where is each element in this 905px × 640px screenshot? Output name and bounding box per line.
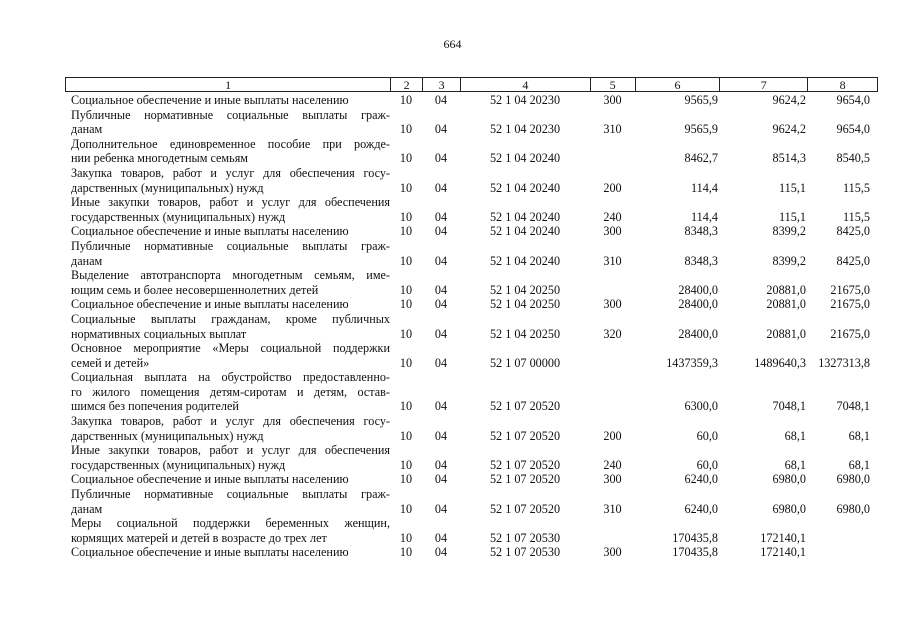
cell-c5: 300	[603, 545, 622, 560]
cell-c7: 68,1	[784, 457, 806, 472]
cell-c3: 04	[434, 224, 448, 239]
cell-c6: 8462,7	[684, 151, 718, 166]
cell-c2: 10	[399, 399, 413, 414]
cell-c8: 8425,0	[836, 224, 870, 239]
cell-c7: 9624,2	[772, 93, 806, 107]
cell-c5: 300	[603, 472, 622, 487]
cell-c3: 04	[434, 457, 448, 472]
cell-c8: 6980,0	[836, 501, 870, 516]
row-values	[390, 283, 878, 298]
header-col-5: 5	[590, 78, 635, 91]
row-name-line: данам	[71, 501, 103, 516]
table-row	[65, 472, 878, 487]
row-name	[65, 108, 390, 137]
row-name-line: Выделение автотранспорта многодетным семьям, име-	[71, 268, 390, 283]
row-name	[65, 341, 390, 370]
row-name-line: данам	[71, 122, 103, 137]
row-name	[65, 414, 390, 443]
cell-c8: 21675,0	[830, 282, 870, 297]
row-name	[65, 137, 390, 166]
table-row	[65, 297, 878, 312]
table-row	[65, 195, 878, 224]
cell-c2: 10	[399, 545, 413, 560]
table-row	[65, 341, 878, 370]
row-name-line: Социальное обеспечение и иные выплаты населению	[71, 224, 349, 239]
row-name-line: Закупка товаров, работ и услуг для обеспечения госу-	[71, 165, 390, 180]
row-name-line: го жилого помещения детям-сиротам и детям, остав-	[71, 384, 390, 399]
row-name-line: дарственных (муниципальных) нужд	[71, 180, 264, 195]
row-name	[65, 268, 390, 297]
cell-c4: 52 1 07 00000	[489, 355, 561, 370]
cell-c2: 10	[399, 180, 413, 195]
row-name-line: Публичные нормативные социальные выплаты граж-	[71, 107, 390, 122]
row-name-line: Социальные выплаты гражданам, кроме публичных	[71, 311, 390, 326]
cell-c8: 8540,5	[836, 151, 870, 166]
cell-c3: 04	[434, 428, 448, 443]
cell-c8: 6980,0	[836, 472, 870, 487]
row-values	[390, 181, 878, 196]
cell-c5	[590, 151, 635, 166]
cell-c7: 115,1	[779, 209, 806, 224]
row-name-line: Дополнительное единовременное пособие при рожде-	[71, 136, 390, 151]
cell-c3: 04	[434, 209, 448, 224]
row-values	[390, 254, 878, 269]
row-name-line: Иные закупки товаров, работ и услуг для обеспечения	[71, 443, 390, 458]
cell-c4: 52 1 04 20250	[489, 297, 561, 312]
row-name	[65, 166, 390, 195]
cell-c4: 52 1 04 20250	[489, 326, 561, 341]
cell-c4: 52 1 07 20520	[489, 428, 561, 443]
row-name	[65, 312, 390, 341]
row-name-line: Основное мероприятие «Меры социальной поддержки	[71, 341, 390, 356]
cell-c5: 300	[603, 224, 622, 239]
cell-c4: 52 1 04 20240	[489, 180, 561, 195]
row-name-line: кормящих матерей и детей в возрасте до трех лет	[71, 530, 327, 545]
cell-c5: 310	[603, 501, 622, 516]
cell-c4: 52 1 04 20230	[489, 122, 561, 137]
row-name	[65, 370, 390, 414]
cell-c6: 9565,9	[684, 93, 718, 107]
row-values	[390, 210, 878, 225]
cell-c2: 10	[399, 93, 413, 107]
header-col-3: 3	[422, 78, 460, 91]
row-name-line: дарственных (муниципальных) нужд	[71, 428, 264, 443]
cell-c8: 9654,0	[836, 122, 870, 137]
cell-c4: 52 1 07 20520	[489, 399, 561, 414]
cell-c5: 310	[603, 253, 622, 268]
row-name	[65, 195, 390, 224]
row-name-line: Социальное обеспечение и иные выплаты населению	[71, 93, 349, 107]
cell-c3: 04	[434, 355, 448, 370]
row-values	[390, 327, 878, 342]
cell-c4: 52 1 04 20240	[489, 224, 561, 239]
cell-c4: 52 1 04 20250	[489, 282, 561, 297]
row-name-line: Меры социальной поддержки беременных женщин,	[71, 516, 390, 531]
row-values	[390, 429, 878, 444]
cell-c6: 60,0	[696, 428, 718, 443]
cell-c2: 10	[399, 472, 413, 487]
cell-c2: 10	[399, 122, 413, 137]
cell-c8: 8425,0	[836, 253, 870, 268]
cell-c5	[590, 283, 635, 298]
cell-c6: 60,0	[696, 457, 718, 472]
cell-c8: 68,1	[848, 428, 870, 443]
cell-c2: 10	[399, 151, 413, 166]
row-name	[65, 545, 390, 560]
cell-c6: 28400,0	[678, 326, 718, 341]
row-name-line: данам	[71, 253, 103, 268]
cell-c6: 114,4	[691, 209, 718, 224]
cell-c6: 6300,0	[684, 399, 718, 414]
cell-c6: 28400,0	[678, 282, 718, 297]
cell-c8	[808, 531, 878, 546]
cell-c7: 20881,0	[766, 282, 806, 297]
row-values	[390, 356, 878, 371]
cell-c3: 04	[434, 501, 448, 516]
cell-c3: 04	[434, 151, 448, 166]
cell-c6: 170435,8	[672, 545, 718, 560]
row-name-line: Социальное обеспечение и иные выплаты населению	[71, 297, 349, 312]
row-name-line: Иные закупки товаров, работ и услуг для обеспечения	[71, 195, 390, 210]
cell-c7: 8399,2	[772, 253, 806, 268]
cell-c5: 240	[603, 209, 622, 224]
row-values	[390, 531, 878, 546]
cell-c6: 6240,0	[684, 501, 718, 516]
cell-c8: 1327313,8	[818, 355, 870, 370]
row-name	[65, 443, 390, 472]
cell-c6: 28400,0	[678, 297, 718, 312]
table-row	[65, 414, 878, 443]
cell-c5: 300	[603, 297, 622, 312]
cell-c3: 04	[434, 545, 448, 560]
cell-c5: 320	[603, 326, 622, 341]
cell-c8: 21675,0	[830, 297, 870, 312]
row-name	[65, 487, 390, 516]
row-name-line: Социальная выплата на обустройство предоставленно-	[71, 370, 390, 385]
table-row	[65, 268, 878, 297]
cell-c6: 9565,9	[684, 122, 718, 137]
cell-c7: 115,1	[779, 180, 806, 195]
cell-c8	[808, 545, 878, 560]
cell-c4: 52 1 07 20520	[489, 457, 561, 472]
row-values	[390, 399, 878, 414]
row-name-line: государственных (муниципальных) нужд	[71, 457, 286, 472]
cell-c2: 10	[399, 297, 413, 312]
cell-c2: 10	[399, 457, 413, 472]
cell-c7: 68,1	[784, 428, 806, 443]
cell-c2: 10	[399, 253, 413, 268]
cell-c6: 1437359,3	[666, 355, 718, 370]
row-name-line: нормативных социальных выплат	[71, 326, 247, 341]
cell-c4: 52 1 07 20520	[489, 501, 561, 516]
row-name	[65, 516, 390, 545]
row-name	[65, 239, 390, 268]
cell-c2: 10	[399, 530, 413, 545]
row-name-line: Социальное обеспечение и иные выплаты населению	[71, 472, 349, 487]
cell-c3: 04	[434, 399, 448, 414]
cell-c6: 114,4	[691, 180, 718, 195]
row-name-line: нии ребенка многодетным семьям	[71, 151, 249, 166]
cell-c2: 10	[399, 428, 413, 443]
row-name-line: Социальное обеспечение и иные выплаты населению	[71, 545, 349, 560]
table-row	[65, 545, 878, 560]
cell-c2: 10	[399, 209, 413, 224]
cell-c8: 68,1	[848, 457, 870, 472]
cell-c7: 8399,2	[772, 224, 806, 239]
cell-c3: 04	[434, 326, 448, 341]
table-row	[65, 108, 878, 137]
cell-c3: 04	[434, 530, 448, 545]
cell-c3: 04	[434, 122, 448, 137]
cell-c5	[590, 399, 635, 414]
cell-c7: 6980,0	[772, 501, 806, 516]
row-values	[390, 545, 878, 560]
row-values	[390, 458, 878, 473]
cell-c2: 10	[399, 501, 413, 516]
cell-c5: 200	[603, 428, 622, 443]
header-col-2: 2	[390, 78, 422, 91]
cell-c5: 300	[603, 93, 622, 107]
row-values	[390, 502, 878, 517]
row-name-line: шимся без попечения родителей	[71, 399, 239, 414]
row-name-line: Закупка товаров, работ и услуг для обеспечения госу-	[71, 414, 390, 429]
table-row	[65, 166, 878, 195]
table-row	[65, 239, 878, 268]
cell-c8: 115,5	[843, 209, 870, 224]
table-header	[65, 77, 878, 92]
cell-c4: 52 1 07 20530	[489, 545, 561, 560]
table-row	[65, 93, 878, 108]
cell-c3: 04	[434, 282, 448, 297]
cell-c3: 04	[434, 93, 448, 107]
cell-c4: 52 1 04 20240	[489, 209, 561, 224]
cell-c2: 10	[399, 224, 413, 239]
header-col-4: 4	[460, 78, 590, 91]
row-name	[65, 297, 390, 312]
cell-c4: 52 1 04 20230	[489, 93, 561, 107]
row-name-line: семей и детей»	[71, 355, 150, 370]
row-name	[65, 93, 390, 108]
row-values	[390, 472, 878, 487]
cell-c8: 7048,1	[836, 399, 870, 414]
cell-c8: 21675,0	[830, 326, 870, 341]
cell-c4: 52 1 04 20240	[489, 253, 561, 268]
row-values	[390, 122, 878, 137]
cell-c7: 8514,3	[772, 151, 806, 166]
cell-c8: 9654,0	[836, 93, 870, 107]
table-row	[65, 312, 878, 341]
row-values	[390, 297, 878, 312]
cell-c7: 172140,1	[760, 545, 806, 560]
row-name-line: ющим семь и более несовершеннолетних детей	[71, 282, 319, 297]
table-row	[65, 370, 878, 414]
cell-c6: 170435,8	[672, 530, 718, 545]
row-name	[65, 224, 390, 239]
cell-c4: 52 1 04 20240	[489, 151, 561, 166]
table-row	[65, 224, 878, 239]
row-values	[390, 151, 878, 166]
cell-c7: 172140,1	[760, 530, 806, 545]
cell-c7: 20881,0	[766, 326, 806, 341]
cell-c5	[590, 531, 635, 546]
cell-c2: 10	[399, 282, 413, 297]
page-number: 664	[443, 37, 462, 51]
row-values	[390, 93, 878, 108]
cell-c7: 20881,0	[766, 297, 806, 312]
table-body	[65, 93, 878, 560]
cell-c7: 1489640,3	[754, 355, 806, 370]
table-row	[65, 443, 878, 472]
cell-c5: 200	[603, 180, 622, 195]
cell-c4: 52 1 07 20520	[489, 472, 561, 487]
cell-c3: 04	[434, 472, 448, 487]
cell-c6: 8348,3	[684, 224, 718, 239]
cell-c6: 8348,3	[684, 253, 718, 268]
table-row	[65, 516, 878, 545]
header-col-1: 1	[225, 78, 232, 92]
cell-c5	[590, 356, 635, 371]
cell-c2: 10	[399, 355, 413, 370]
table-row	[65, 487, 878, 516]
cell-c7: 7048,1	[772, 399, 806, 414]
cell-c6: 6240,0	[684, 472, 718, 487]
cell-c7: 9624,2	[772, 122, 806, 137]
row-name-line: Публичные нормативные социальные выплаты граж-	[71, 238, 390, 253]
cell-c8: 115,5	[843, 180, 870, 195]
cell-c2: 10	[399, 326, 413, 341]
cell-c5: 310	[603, 122, 622, 137]
header-col-7: 7	[719, 78, 807, 91]
cell-c3: 04	[434, 253, 448, 268]
row-name-line: Публичные нормативные социальные выплаты граж-	[71, 487, 390, 502]
header-col-8: 8	[807, 78, 877, 91]
row-name-line: государственных (муниципальных) нужд	[71, 209, 286, 224]
table-row	[65, 137, 878, 166]
row-values	[390, 224, 878, 239]
cell-c7: 6980,0	[772, 472, 806, 487]
cell-c3: 04	[434, 180, 448, 195]
header-col-6: 6	[635, 78, 720, 91]
cell-c5: 240	[603, 457, 622, 472]
row-name	[65, 472, 390, 487]
cell-c4: 52 1 07 20530	[489, 530, 561, 545]
cell-c3: 04	[434, 297, 448, 312]
